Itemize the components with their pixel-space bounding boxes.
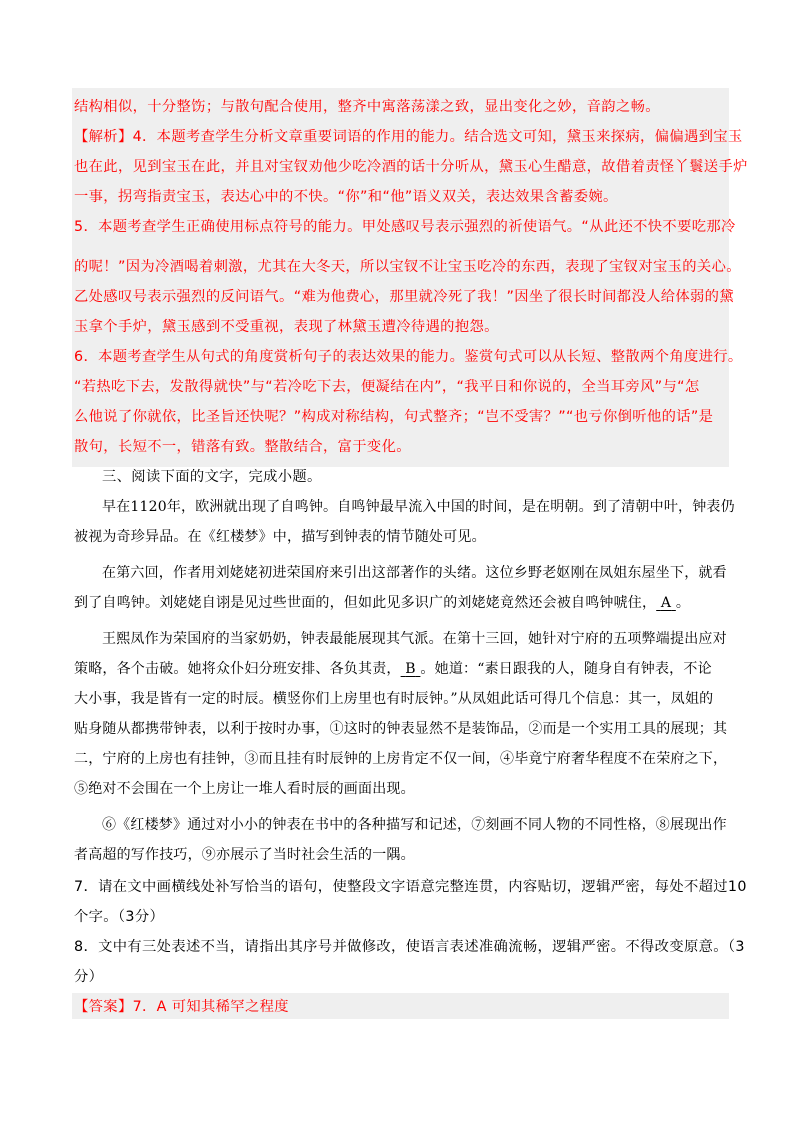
passage-p1-line-2: 被视为奇珍异品。在《红楼梦》中，描写到钟表的情节随处可见。 (74, 529, 486, 545)
question-7-line-2: 个字。（3分） (74, 909, 165, 925)
blank-b (401, 661, 421, 677)
analysis-line-4: 一事，拐弯指责宝玉，表达心中的不快。“你”和“他”语义双关，表达效果含蓄委婉。 (74, 189, 618, 205)
passage-p3-line-6: ⑤绝对不会围在一个上房让一堆人看时辰的画面出现。 (74, 781, 415, 797)
passage-p3-line-3: 大小事，我是皆有一定的时辰。横竖你们上房里也有时辰钟。”从凤姐此话可得几个信息：其一，凤姐的 (74, 691, 714, 707)
passage-p3-line-2-text: 策略，各个击破。她将众仆妇分班安排、各负其责， (74, 661, 401, 677)
analysis-line-2: 【解析】4．本题考查学生分析文章重要词语的作用的能力。结合选文可知，黛玉来探病，偏偏遇到宝玉 (74, 129, 743, 145)
analysis-line-3: 也在此，见到宝玉在此，并且对宝钗劝他少吃冷酒的话十分听从，黛玉心生醋意，故借着责怪丫鬟送手炉 (74, 159, 748, 175)
passage-p3-line-2-end: 。她道：“素日跟我的人，随身自有钟表，不论 (420, 661, 712, 677)
analysis-line-6: 的呢！”因为冷酒喝着刺激，尤其在大冬天，所以宝钗不让宝玉吃冷的东西，表现了宝钗对宝玉的关心。 (74, 259, 741, 275)
question-7-line-1: 7．请在文中画横线处补写恰当的语句，使整段文字语意完整连贯，内容贴切，逻辑严密，每处不超过10 (74, 879, 747, 895)
analysis-line-11: 么他说了你就依，比圣旨还快呢？”构成对称结构，句式整齐；“岂不受害？”“也亏你倒听他的话”是 (74, 409, 714, 425)
analysis-line-10: “若热吃下去，发散得就快”与“若冷吃下去，便凝结在内”，“我平日和你说的，全当耳旁风”与“怎 (74, 379, 700, 395)
passage-p2-line-2 (74, 592, 728, 614)
passage-p2-line-2-text: 到了自鸣钟。刘姥姥自诩是见过些世面的，但如此见多识广的刘姥姥竟然还会被自鸣钟唬住， (74, 595, 657, 611)
blank-a-label: A (660, 595, 672, 611)
answer-line: 【答案】7．A 可知其稀罕之程度 (74, 999, 289, 1015)
section-heading: 三、阅读下面的文字，完成小题。 (102, 469, 322, 485)
blank-b-label: B (405, 661, 416, 677)
passage-p3-line-1: 王熙凤作为荣国府的当家奶奶，钟表最能展现其气派。在第十三回，她针对宁府的五项弊端提出应对 (102, 631, 727, 647)
passage-p3-line-5: 二，宁府的上房也有挂钟，③而且挂有时辰钟的上房肯定不仅一间，④毕竟宁府奢华程度不在荣府之下， (74, 751, 728, 767)
question-8-line-1: 8．文中有三处表述不当，请指出其序号并做修改，使语言表述准确流畅，逻辑严密。不得改变原意。（3 (74, 939, 745, 955)
analysis-line-8: 玉拿个手炉，黛玉感到不受重视，表现了林黛玉遭冷待遇的抱怨。 (74, 319, 499, 335)
passage-p4-line-2: 者高超的写作技巧，⑨亦展示了当时社会生活的一隅。 (74, 847, 415, 863)
passage-p4-line-1: ⑥《红楼梦》通过对小小的钟表在书中的各种描写和记述，⑦刻画不同人物的不同性格，⑧展现出作 (102, 817, 727, 833)
passage-p3-line-4: 贴身随从都携带钟表，以利于按时办事，①这时的钟表显然不是装饰品，②而是一个实用工具的展现；其 (74, 721, 728, 737)
passage-p2-line-1: 在第六回，作者用刘姥姥初进荣国府来引出这部著作的头绪。这位乡野老妪刚在凤姐东屋坐下，就看 (102, 565, 727, 581)
passage-p2-line-2-end: 。 (675, 595, 691, 611)
passage-p1-line-1: 早在1120年，欧洲就出现了自鸣钟。自鸣钟最早流入中国的时间，是在明朝。到了清朝中叶，钟表仍 (102, 499, 735, 515)
analysis-line-9: 6．本题考查学生从句式的角度赏析句子的表达效果的能力。鉴赏句式可以从长短、整散两个角度进行。 (74, 349, 743, 365)
analysis-line-12: 散句，长短不一，错落有致。整散结合，富于变化。 (74, 439, 411, 455)
analysis-line-7: 乙处感叹号表示强烈的反问语气。“难为他费心，那里就冷死了我！”因坐了很长时间都没人给体弱的黛 (74, 289, 734, 305)
blank-a (656, 595, 676, 611)
analysis-line-5: 5．本题考查学生正确使用标点符号的能力。甲处感叹号表示强烈的祈使语气。“从此还不快不要吃那冷 (74, 219, 736, 235)
passage-p3-line-2 (74, 658, 728, 680)
analysis-line-1: 结构相似，十分整饬；与散句配合使用，整齐中寓落荡漾之致，显出变化之妙，音韵之畅。 (74, 99, 660, 115)
question-8-line-2: 分） (74, 969, 104, 985)
